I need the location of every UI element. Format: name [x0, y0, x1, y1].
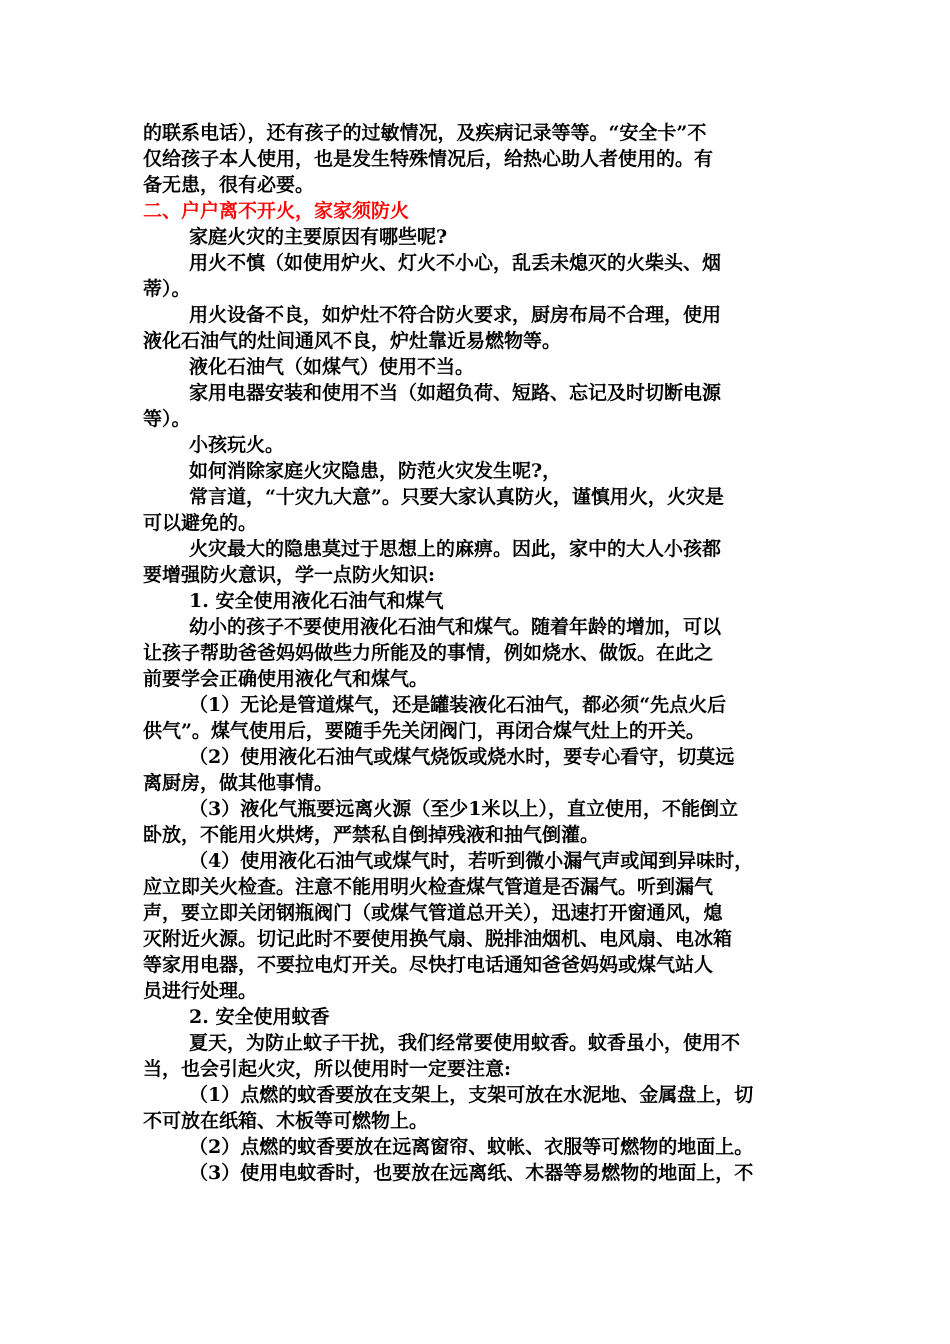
text-line: 备无患，很有必要。	[143, 174, 315, 196]
text-line: 卧放，不能用火烘烤，严禁私自倒掉残液和抽气倒灌。	[143, 824, 600, 846]
paragraph	[143, 536, 808, 588]
paragraph	[143, 1004, 808, 1030]
text-line: （2）点燃的蚊香要放在远离窗帘、蚊帐、衣服等可燃物的地面上。	[189, 1136, 754, 1158]
text-line: 火灾最大的隐患莫过于思想上的麻痹。因此，家中的大人小孩都	[189, 538, 722, 560]
text-line: 家用电器安装和使用不当（如超负荷、短路、忘记及时切断电源	[189, 382, 722, 404]
text-line: 二、户户离不开火，家家须防火	[143, 200, 410, 222]
text-line: （3）液化气瓶要远离火源（至少1米以上），直立使用，不能倒立	[189, 798, 738, 820]
text-line: 幼小的孩子不要使用液化石油气和煤气。随着年龄的增加，可以	[189, 616, 722, 638]
paragraph	[143, 224, 808, 250]
text-line: 让孩子帮助爸爸妈妈做些力所能及的事情，例如烧水、做饭。在此之	[143, 642, 714, 664]
paragraph	[143, 484, 808, 536]
text-line: 要增强防火意识，学一点防火知识:	[143, 564, 436, 586]
text-line: 等）。	[143, 408, 191, 430]
text-line: 可以避免的。	[143, 512, 258, 534]
text-line: 当，也会引起火灾，所以使用时一定要注意:	[143, 1058, 512, 1080]
paragraph	[143, 848, 808, 1004]
section-heading	[143, 198, 808, 224]
text-line: 离厨房，做其他事情。	[143, 772, 334, 794]
text-line: 小孩玩火。	[189, 434, 285, 456]
text-line: 常言道，“十灾九大意”。只要大家认真防火，谨慎用火，火灾是	[189, 486, 724, 508]
text-line: （1）点燃的蚊香要放在支架上，支架可放在水泥地、金属盘上，切	[189, 1084, 754, 1106]
paragraph	[143, 432, 808, 458]
text-line: 2. 安全使用蚊香	[189, 1006, 330, 1028]
text-line: 前要学会正确使用液化气和煤气。	[143, 668, 429, 690]
text-line: 的联系电话），还有孩子的过敏情况，及疾病记录等等。“安全卡”不	[143, 122, 707, 144]
paragraph	[143, 380, 808, 432]
text-line: 应立即关火检查。注意不能用明火检查煤气管道是否漏气。听到漏气	[143, 876, 714, 898]
text-line: 液化石油气的灶间通风不良，炉灶靠近易燃物等。	[143, 330, 562, 352]
text-line: （1）无论是管道煤气，还是罐装液化石油气，都必须“先点火后	[189, 694, 727, 716]
text-line: 员进行处理。	[143, 980, 258, 1002]
paragraph	[143, 458, 808, 484]
text-line: 不可放在纸箱、木板等可燃物上。	[143, 1110, 429, 1132]
text-line: 1. 安全使用液化石油气和煤气	[189, 590, 444, 612]
text-line: （4）使用液化石油气或煤气时，若听到微小漏气声或闻到异味时，	[189, 850, 754, 872]
text-line: 供气”。煤气使用后，要随手先关闭阀门，再闭合煤气灶上的开关。	[143, 720, 705, 742]
text-line: （2）使用液化石油气或煤气烧饭或烧水时，要专心看守，切莫远	[189, 746, 735, 768]
paragraph	[143, 614, 808, 692]
paragraph	[143, 692, 808, 744]
document-body	[143, 120, 808, 1186]
text-line: 用火不慎（如使用炉火、灯火不小心，乱丢未熄灭的火柴头、烟	[189, 252, 722, 274]
text-line: 夏天，为防止蚊子干扰，我们经常要使用蚊香。蚊香虽小，使用不	[189, 1032, 741, 1054]
text-line: 液化石油气（如煤气）使用不当。	[189, 356, 475, 378]
paragraph	[143, 302, 808, 354]
text-line: 如何消除家庭火灾隐患，防范火灾发生呢?，	[189, 460, 562, 482]
text-line: 蒂）。	[143, 278, 191, 300]
text-line: 仅给孩子本人使用，也是发生特殊情况后，给热心助人者使用的。有	[143, 148, 714, 170]
paragraph	[143, 120, 808, 198]
text-line: 声，要立即关闭钢瓶阀门（或煤气管道总开关），迅速打开窗通风，熄	[143, 902, 723, 924]
text-line: 用火设备不良，如炉灶不符合防火要求，厨房布局不合理，使用	[189, 304, 722, 326]
paragraph	[143, 796, 808, 848]
paragraph	[143, 1082, 808, 1134]
paragraph	[143, 1160, 808, 1186]
paragraph	[143, 744, 808, 796]
paragraph	[143, 354, 808, 380]
text-line: 灭附近火源。切记此时不要使用换气扇、脱排油烟机、电风扇、电冰箱	[143, 928, 733, 950]
paragraph	[143, 1030, 808, 1082]
text-line: 等家用电器，不要拉电灯开关。尽快打电话通知爸爸妈妈或煤气站人	[143, 954, 714, 976]
paragraph	[143, 250, 808, 302]
text-line: （3）使用电蚊香时，也要放在远离纸、木器等易燃物的地面上，不	[189, 1162, 754, 1184]
paragraph	[143, 1134, 808, 1160]
text-line: 家庭火灾的主要原因有哪些呢?	[189, 226, 448, 248]
paragraph	[143, 588, 808, 614]
